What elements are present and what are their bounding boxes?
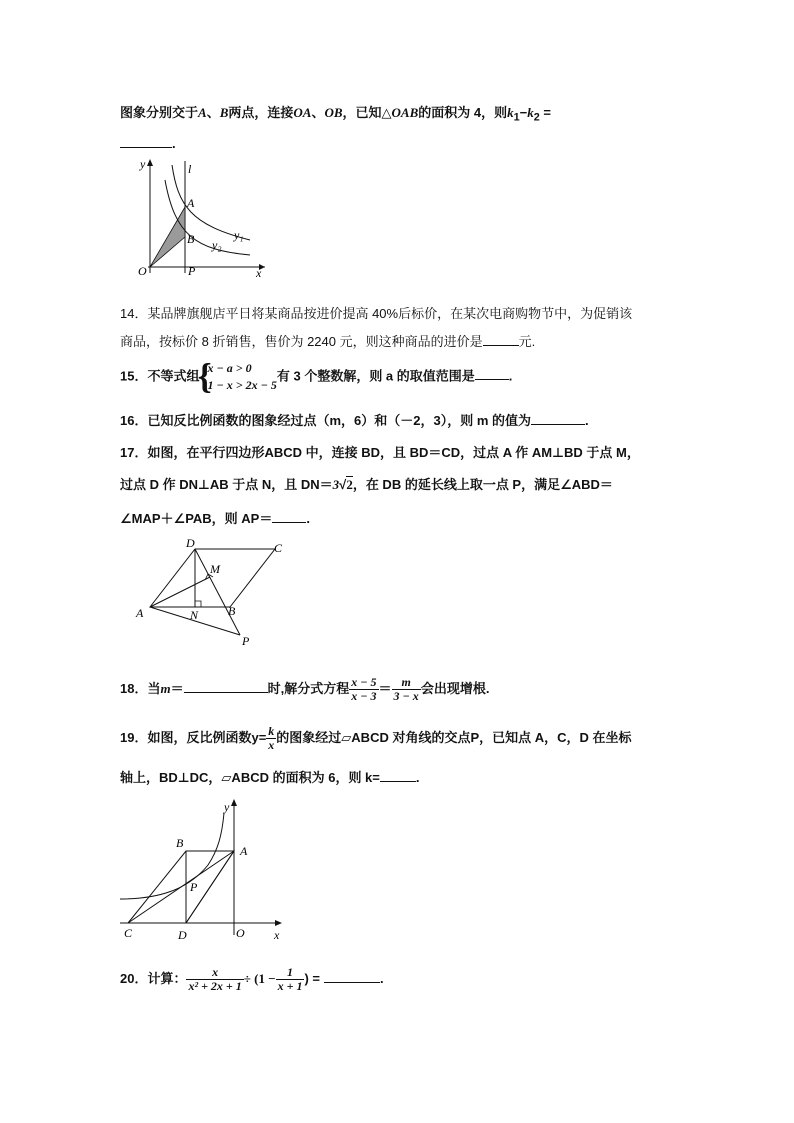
period: . bbox=[415, 770, 420, 785]
q18-answer-blank[interactable] bbox=[184, 680, 268, 693]
q19-label: 19．如图，反比例函数y= bbox=[120, 729, 267, 745]
fraction-1-over-xplus1 bbox=[276, 966, 305, 993]
fraction-x-over-poly bbox=[186, 966, 243, 993]
point-label-d: D bbox=[178, 928, 187, 942]
period: . bbox=[380, 970, 384, 986]
q19-answer-blank[interactable] bbox=[380, 769, 416, 782]
figure-parallelogram bbox=[130, 535, 290, 655]
fraction-denominator: x + 1 bbox=[277, 979, 303, 993]
point-label-b: B bbox=[228, 604, 236, 618]
fraction-1-numerator: x − 5 bbox=[351, 675, 377, 689]
q13-text: 两点，连接 bbox=[228, 105, 294, 120]
point-label-p: P bbox=[242, 634, 250, 648]
figure-parallelogram-hyperbola bbox=[118, 795, 293, 945]
q17-line2 bbox=[120, 474, 613, 493]
q16-text: 16．已知反比例函数的图象经过点（m，6）和（－2，3），则 m 的值为 bbox=[120, 413, 531, 428]
q18-text: 会出现增根. bbox=[420, 680, 490, 696]
segment-ob: OB bbox=[324, 105, 343, 120]
fraction-numerator: x bbox=[186, 966, 243, 980]
fraction-1-denominator: x − 3 bbox=[351, 689, 377, 703]
shaded-triangle-oab bbox=[150, 207, 185, 267]
fraction-2-numerator: m bbox=[392, 676, 421, 690]
fraction-numerator: k bbox=[268, 724, 275, 738]
q13-answer-blank[interactable] bbox=[120, 135, 172, 148]
sqrt-icon: √ bbox=[339, 477, 347, 492]
curve-label-y2: y₂ bbox=[212, 238, 222, 252]
minus-sign: − bbox=[519, 105, 528, 120]
fraction-2 bbox=[392, 676, 421, 703]
point-label-a: A bbox=[136, 606, 144, 620]
q20-answer-blank[interactable] bbox=[324, 970, 380, 983]
fraction-denominator: x² + 2x + 1 bbox=[188, 979, 242, 993]
origin-label: O bbox=[138, 264, 147, 278]
segment-oa: OA bbox=[293, 105, 312, 120]
fraction-denominator: x bbox=[268, 738, 275, 752]
period: . bbox=[172, 136, 176, 151]
figure-hyperbola-triangle bbox=[120, 155, 280, 280]
q20-label: 20．计算： bbox=[120, 970, 187, 986]
fraction-numerator: 1 bbox=[276, 966, 305, 980]
separator: 、 bbox=[206, 105, 220, 120]
point-label-d: D bbox=[186, 536, 195, 550]
q14-answer-blank[interactable] bbox=[483, 333, 519, 346]
k2-var: k bbox=[527, 105, 534, 120]
equals-sign: = bbox=[539, 105, 551, 120]
var-m: m bbox=[160, 680, 171, 696]
q13-text: 图象分别交于 bbox=[120, 105, 199, 120]
inequality-row-2: 1 − x > 2x − 5 bbox=[207, 378, 277, 392]
inequality-row-1: x − a > 0 bbox=[207, 361, 252, 375]
q19-text: 轴上，BD⊥DC，▱ABCD 的面积为 6，则 k= bbox=[120, 770, 380, 785]
q18-line bbox=[120, 676, 489, 703]
axis-label-x: x bbox=[274, 928, 280, 942]
y-axis-arrow-icon bbox=[231, 799, 237, 806]
q14-unit: 元. bbox=[518, 334, 536, 349]
radicand: 2 bbox=[346, 477, 353, 492]
q14-text: 商品，按标价 8 折销售，售价为 2240 元，则这种商品的进价是 bbox=[120, 334, 483, 349]
point-label-p: P bbox=[188, 264, 196, 278]
equals-sign: ＝ bbox=[378, 680, 392, 696]
inequality-system bbox=[197, 356, 277, 396]
q14-line1: 14．某品牌旗舰店平日将某商品按进价提高 40%后标价，在某次电商购物节中，为促销该 bbox=[120, 306, 633, 321]
q13-text: 的面积为 4，则 bbox=[418, 105, 508, 120]
q17-line3 bbox=[120, 508, 310, 527]
q13-line2 bbox=[120, 135, 176, 151]
point-label-b: B bbox=[176, 836, 184, 850]
period: . bbox=[306, 511, 310, 526]
point-label-c: C bbox=[274, 541, 283, 555]
equals-sign: ＝ bbox=[170, 680, 184, 696]
division-expression: ÷ (1 − bbox=[243, 970, 276, 986]
q19-line1 bbox=[120, 725, 632, 752]
point-label-a: A bbox=[240, 844, 248, 858]
k1-var: k bbox=[507, 105, 514, 120]
point-label-n: N bbox=[190, 608, 199, 622]
point-b-label: B bbox=[219, 105, 229, 120]
x-axis-arrow-icon bbox=[275, 920, 282, 926]
q17-answer-blank[interactable] bbox=[272, 510, 306, 523]
triangle-oab: OAB bbox=[391, 105, 419, 120]
point-label-m: M bbox=[210, 562, 220, 576]
k2-subscript: 2 bbox=[533, 111, 540, 124]
period: . bbox=[508, 368, 513, 384]
curve-label-y1: y₁ bbox=[234, 228, 244, 242]
close-paren-equals: ) = bbox=[304, 970, 321, 986]
fraction-k-over-x bbox=[266, 725, 276, 752]
fraction-1 bbox=[349, 676, 378, 703]
point-a-label: A bbox=[198, 105, 207, 120]
point-label-a: A bbox=[187, 196, 195, 210]
brace-icon: { bbox=[197, 356, 212, 396]
q17-text: ∠MAP＋∠PAB，则 AP＝ bbox=[120, 511, 273, 526]
k1-subscript: 1 bbox=[513, 111, 520, 124]
radical-coefficient: 3 bbox=[332, 477, 340, 492]
q17-line1: 17．如图，在平行四边形ABCD 中，连接 BD，且 BD＝CD，过点 A 作 AM⊥BD 于点 M， bbox=[120, 445, 640, 460]
q17-text: ，在 DB 的延长线上取一点 P，满足∠ABD＝ bbox=[352, 477, 613, 492]
q13-line1 bbox=[120, 102, 551, 124]
axis-label-y: y bbox=[140, 157, 146, 171]
point-label-b: B bbox=[187, 232, 195, 246]
right-angle-n-icon bbox=[195, 601, 201, 607]
parallelogram-abcd bbox=[150, 549, 275, 607]
line-label-l: l bbox=[188, 162, 192, 176]
axis-label-x: x bbox=[256, 266, 262, 280]
q13-text: ，已知△ bbox=[342, 105, 392, 120]
q20-line bbox=[120, 966, 384, 993]
fraction-2-denominator: 3 − x bbox=[393, 689, 419, 703]
q14-line2 bbox=[120, 331, 535, 350]
point-label-p: P bbox=[190, 880, 198, 894]
axis-label-y: y bbox=[224, 800, 230, 814]
q15-answer-blank[interactable] bbox=[475, 367, 509, 380]
hyperbola-curve bbox=[120, 813, 224, 899]
q19-line2 bbox=[120, 767, 420, 786]
q16-line bbox=[120, 410, 589, 429]
q19-text: 的图象经过▱ABCD 对角线的交点P，已知点 A，C，D 在坐标 bbox=[276, 729, 632, 745]
period: . bbox=[585, 413, 589, 428]
q17-text: 过点 D 作 DN⊥AB 于点 N，且 DN＝ bbox=[120, 477, 333, 492]
separator: 、 bbox=[311, 105, 325, 120]
q15-text: 有 3 个整数解，则 a 的取值范围是 bbox=[276, 368, 475, 384]
q16-answer-blank[interactable] bbox=[531, 412, 585, 425]
q18-text: 时,解分式方程 bbox=[267, 680, 350, 696]
q15-label: 15．不等式组 bbox=[120, 368, 200, 384]
y-axis-arrow-icon bbox=[147, 159, 153, 166]
origin-label: O bbox=[236, 926, 245, 940]
point-label-c: C bbox=[124, 926, 133, 940]
q15-line bbox=[120, 356, 513, 396]
q18-label: 18．当 bbox=[120, 680, 161, 696]
